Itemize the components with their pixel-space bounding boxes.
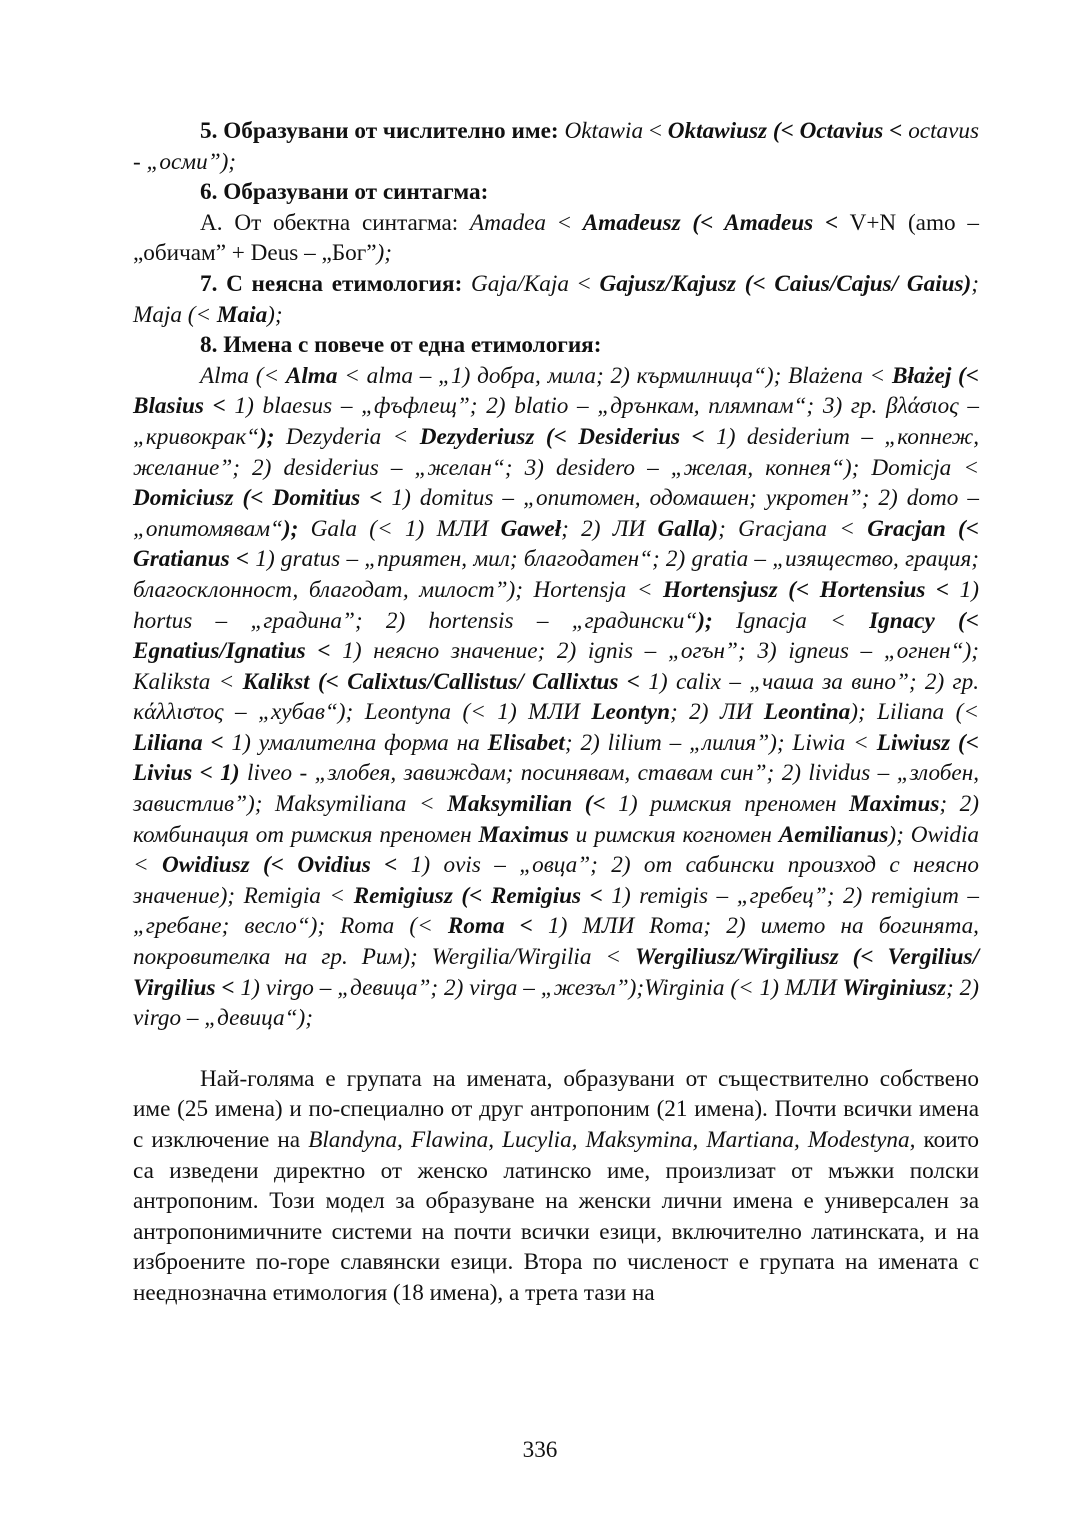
subsection-a-label: А. От обектна синтагма: — [200, 209, 471, 236]
section-5 — [133, 116, 979, 177]
text: < — [546, 209, 583, 236]
page-text — [133, 116, 979, 1309]
text: ); — [376, 240, 392, 267]
section-8-heading: 8. Имена с повече от една етимология: — [200, 332, 602, 359]
name-oktawia: Oktawia — [564, 118, 644, 144]
etymology-amadeus: V+N (amo – „обичам” + Deus – „Бог” — [133, 209, 979, 267]
section-6 — [133, 177, 979, 208]
name-oktawiusz: Oktawiusz (< Octavius < — [667, 118, 903, 144]
page-number: 336 — [522, 1437, 558, 1463]
name-amadeusz: Amadeusz (< Amadeus < — [582, 209, 839, 236]
name-gaja: Gaja/Kaja — [471, 270, 569, 297]
section-8-entries — [133, 361, 979, 1034]
name-gajusz: Gajusz/Kajusz (< Caius/Cajus/ Gaius) — [599, 270, 972, 297]
body-text: които са изведени директно от женско латинско име, произлизат от мъжки полски антропоним. Този модел за образуване на женски лични имена е универсален за антропонимичните системи на почти всички езици, включително латинската, и на изброените по-горе славянски езици. Втора по численост е групата на имената с нееднозначна етимология (18 имена), а трета тази на — [133, 1127, 979, 1306]
section-6-a — [133, 208, 979, 269]
text: < — [643, 118, 668, 144]
section-7-heading: 7. С неясна етимология: — [200, 270, 463, 297]
body-paragraph — [133, 1064, 979, 1309]
section-8 — [133, 330, 979, 361]
name-maia: Maia — [216, 301, 268, 328]
section-6-heading: 6. Образувани от синтагма: — [200, 179, 489, 206]
section-5-heading: 5. Образувани от числително име: — [200, 118, 559, 144]
body-text: Най-голяма е групата на имената, образувани от съществително собствено име (25 имена) и по-специално от друг антропоним (21 имена). Почти всички имена с изключение на — [133, 1065, 979, 1153]
etymology-octavus: octavus - „осми”); — [133, 118, 980, 175]
name-list: Blandyna, Flawina, Lucylia, Maksymina, Martiana, Modestyna, — [308, 1127, 916, 1153]
name-amadea: Amadea — [470, 209, 547, 236]
section-7 — [133, 269, 979, 330]
text: < — [568, 270, 600, 297]
name-maja: ; Maja (< — [133, 270, 980, 328]
etymology-list: Alma (< Alma < alma – „1) добра, мила; 2) кърмилница“); Blażena < Błażej (< Blasius < 1) blaesus – „фъфлещ”; 2) blatio – „дрънкам, плямпам“; 3) гр. βλάσιος – „кривокрак“); Dezyderia < Dezyderiusz (< Desiderius < 1) desiderium – „копнеж, желание”; 2) desiderius – „желан“; 3) desidero – „желая, копнея“); Domicja < Domiciusz (< Domitius < 1) domitus – „опитомен, одомашен; укротен”; 2) domo – „опитомявам“); Gala (< 1) МЛИ Gaweł; 2) ЛИ Galla); Gracjana < Gracjan (< Gratianus < 1) gratus – „приятен, мил; благодатен“; 2) gratia – „изящество, грация; благосклонност, благодат, милост”); Hortensja < Hortensjusz (< Hortensius < 1) hortus – „градина”; 2) hortensis – „градински“); Ignacja < Ignacy (< Egnatius/Ignatius < 1) неясно значение; 2) ignis – „огън”; 3) igneus – „огнен“); Kaliksta < Kalikst (< Calixtus/Callistus/ Callixtus < 1) calix – „чаша за вино”; 2) гр. κάλλιστος – „хубав“); Leontyna (< 1) МЛИ Leontyn; 2) ЛИ Leontina); Liliana (< Liliana < 1) умалителна форма на Elisabet; 2) lilium – „лилия”); Liwia < Liwiusz (< Livius < 1) liveo - „злобея, завиждам; посинявам, ставам син”; 2) lividus – „злобен, завистлив”); Maksymiliana < Maksymilian (< 1) римския преномен Maximus; 2) комбинация от римския преномен Maximus и римския когномен Aemilianus); Owidia < Owidiusz (< Ovidius < 1) ovis – „овца”; 2) от сабински произход с неясно значение); Remigia < Remigiusz (< Remigius < 1) remigis – „гребец”; 2) remigium – „гребане; весло“); Roma (< Roma < 1) МЛИ Roma; 2) името на богинята, покровителка на гр. Рим); Wergilia/Wirgilia < Wergiliusz/Wirgiliusz (< Vergilius/ Virgilius < 1) virgo – „девица”; 2) virga – „жезъл”);Wirginia (< 1) МЛИ Wirginiusz; 2) virgo – „девица“); — [133, 362, 980, 1032]
text: ); — [267, 301, 283, 328]
